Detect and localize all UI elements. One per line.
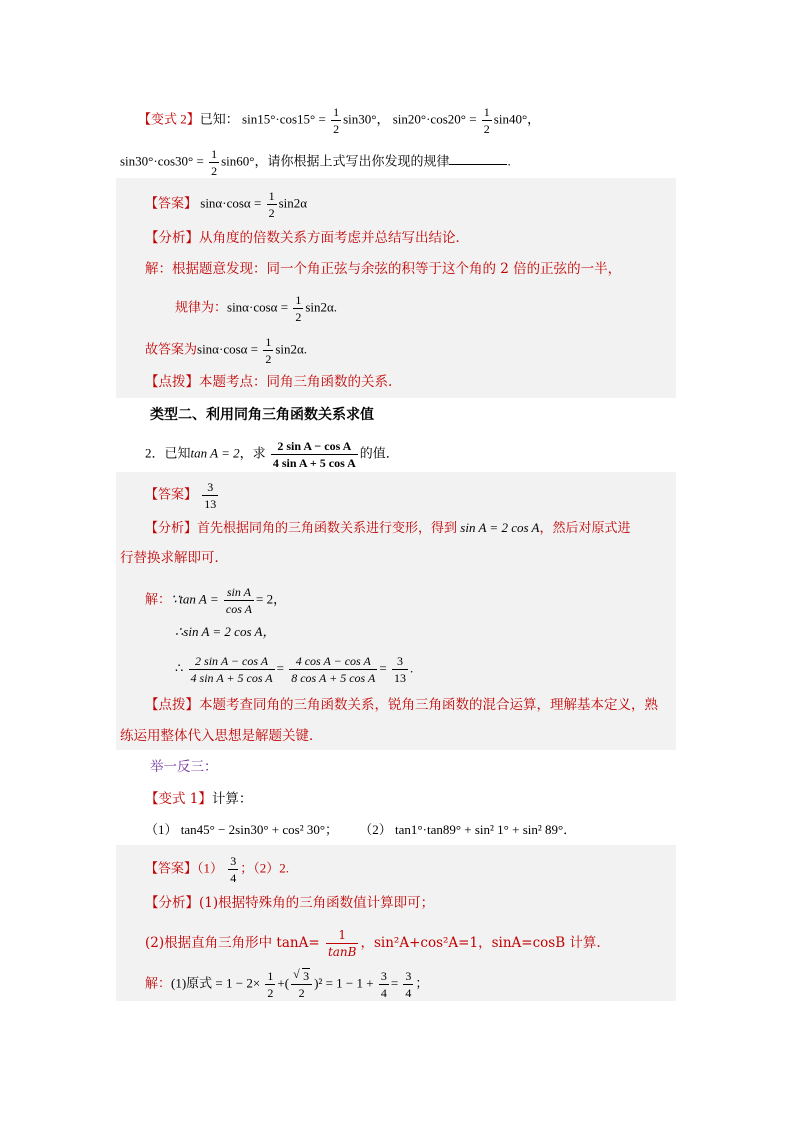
answer-lhs: sinα·cosα = <box>200 195 262 211</box>
q2-tail: 的值． <box>359 445 399 461</box>
answer-part2: ；（2）2. <box>240 860 290 876</box>
solution-end: ； <box>415 975 429 991</box>
analysis-text: (1)根据特殊角的三角函数值计算即可； <box>199 895 435 911</box>
variant2-tag: 【变式 2】 <box>138 111 200 127</box>
step-fraction-1: $\frac{\text{2 sin A − cos A}}{\text{4 sin A + 5 cos A}}$ <box>190 654 273 685</box>
problem-2: （2） tan1°·tan89° + sin² 1° + sin² 89°． <box>359 822 577 837</box>
tip-line-2b: 练运用整体代入思想是解题关键． <box>120 728 323 744</box>
tan-value: = 2， <box>256 591 287 607</box>
three-quarters-fraction: $\frac{3}{4}$ <box>405 969 412 1000</box>
final-label: 故答案为 <box>145 341 198 357</box>
half-fraction: $\frac{1}{2}$ <box>265 335 272 366</box>
analysis-line-3a <box>145 893 434 913</box>
analysis-text-b: ，sin²A+cos²A=1，sinA=cosB 计算. <box>360 935 601 951</box>
answer-line-2 <box>145 481 220 510</box>
variant2-end: . <box>507 153 511 169</box>
variant2-prompt: ，请你根据上式写出你发现的规律 <box>254 153 450 169</box>
q2-fraction: $\frac{\text{2 sin A − cos A}}{\text{4 sin A + 5 cos A}}$ <box>272 439 356 470</box>
section-heading-type2: 类型二、利用同角三角函数关系求值 <box>150 407 374 423</box>
q2-lead: 2．已知 <box>145 445 191 461</box>
tip-line-2a <box>145 695 658 715</box>
eq2-lhs: sin20°·cos20° = <box>392 111 477 127</box>
variant1-problems <box>145 820 576 840</box>
solution-c: )² = 1 − 1 + <box>314 975 374 991</box>
because-tan: ∵tan A = <box>171 591 219 607</box>
solution-tag: 解： <box>145 975 172 991</box>
answer-tag: 【答案】 <box>145 195 198 211</box>
final-lhs: sinα·cosα = <box>197 341 259 357</box>
q2-cond: tan A = 2 <box>190 445 240 461</box>
solution-text: 根据题意发现：同一个角正弦与余弦的积等于这个角的 2 倍的正弦的一半， <box>172 261 622 277</box>
half-fraction: $\frac{1}{2}$ <box>268 189 275 220</box>
step-fraction-2: $\frac{\text{4 cos A − cos A}}{\text{8 cos A + 5 cos A}}$ <box>291 654 376 685</box>
eq2-rhs: sin40°， <box>493 111 541 127</box>
half-fraction: $\frac{1}{2}$ <box>333 105 340 136</box>
analysis-tag: 【分析】 <box>145 895 199 911</box>
half-fraction: $\frac{1}{2}$ <box>483 105 490 136</box>
eq3-lhs: sin30°·cos30° = <box>120 153 204 169</box>
analysis-line-3b <box>145 929 601 958</box>
answer-tag: 【答案】 <box>145 486 198 502</box>
answer-line-3 <box>145 855 289 884</box>
tip-line-1 <box>145 372 392 392</box>
q2-mid: ，求 <box>239 445 266 461</box>
analysis-line-2b: 行替换求解即可． <box>120 550 228 566</box>
equals: = <box>379 660 387 676</box>
step-end: . <box>409 660 414 676</box>
final-rhs: sin2α. <box>275 341 308 357</box>
tanB-fraction: $\frac{1}{\tan B}$ <box>327 928 357 959</box>
analysis-tag: 【分析】 <box>145 520 198 535</box>
sqrt-fraction: √ 3 2 <box>291 970 312 999</box>
solution-line-2a <box>145 586 286 615</box>
variant1-text: 计算： <box>211 791 253 807</box>
variant2-line1 <box>138 106 540 135</box>
solution-tag: 解： <box>145 591 172 607</box>
half-fraction: $\frac{1}{2}$ <box>211 147 218 178</box>
analysis-line-2a <box>145 518 631 538</box>
analysis-text: 从角度的倍数关系方面考虑并总结写出结论． <box>199 230 469 246</box>
analysis-text: 首先根据同角的三角函数关系进行变形，得到 <box>197 520 458 535</box>
half-fraction: $\frac{1}{2}$ <box>267 969 274 1000</box>
solution-line-1 <box>145 259 621 279</box>
three-quarters-fraction: $\frac{3}{4}$ <box>380 969 387 1000</box>
section-practice: 举一反三： <box>150 759 218 775</box>
solution-a: (1)原式 = 1 − 2× <box>171 975 261 991</box>
answer-fraction: $\frac{3}{4}$ <box>230 854 237 885</box>
tip-text: 本题考查同角的三角函数关系，锐角三角函数的混合运算，理解基本定义，熟 <box>199 697 658 713</box>
rule-line <box>175 294 337 323</box>
rule-rhs: sin2α. <box>305 299 338 315</box>
solution-line-2c <box>175 655 413 684</box>
variant1-line <box>145 789 252 809</box>
analysis-text-end: ，然后对原式进 <box>539 520 631 535</box>
variant2-given: 已知： <box>199 111 239 127</box>
solution-line-3 <box>145 967 429 1000</box>
answer-fraction: $\frac{3}{13}$ <box>204 480 217 511</box>
half-fraction: $\frac{1}{2}$ <box>295 293 302 324</box>
eq3-rhs: sin60° <box>221 153 255 169</box>
rule-lhs: sinα·cosα = <box>227 299 289 315</box>
eq1-lhs: sin15°·cos15° = <box>242 111 326 127</box>
analysis-equation: sin A = 2 cos A <box>460 520 540 535</box>
problem-1: （1） tan45° − 2sin30° + cos² 30°； <box>145 822 339 837</box>
answer-tag: 【答案】 <box>145 860 198 876</box>
solution-b: +( <box>277 975 290 991</box>
tip-tag: 【点拨】 <box>145 374 199 390</box>
therefore: ∴ <box>175 660 184 676</box>
solution-e: = <box>390 975 399 991</box>
eq1-rhs: sin30°， <box>343 111 390 127</box>
analysis-tag: 【分析】 <box>145 230 199 246</box>
variant2-line2 <box>120 148 511 177</box>
tip-tag: 【点拨】 <box>145 697 199 713</box>
equals: = <box>276 660 284 676</box>
answer-rhs: sin2α <box>278 195 308 211</box>
solution-tag: 解： <box>145 261 172 277</box>
answer-line-1 <box>145 190 307 219</box>
answer-blank[interactable] <box>449 152 507 165</box>
analysis-text-a: (2)根据直角三角形中 tanA= <box>145 935 320 951</box>
analysis-line-1 <box>145 228 469 248</box>
step-fraction-3: $\frac{3}{13}$ <box>393 654 406 685</box>
tip-text: 本题考点：同角三角函数的关系. <box>199 374 393 390</box>
rule-label: 规律为： <box>175 299 228 315</box>
answer-part1: （1） <box>197 860 224 876</box>
tan-fraction: $\frac{\text{sin A}}{\text{cos A}}$ <box>225 585 253 616</box>
solution-line-2b: ∴sin A = 2 cos A， <box>175 624 276 639</box>
final-answer-line <box>145 336 307 365</box>
question-2 <box>145 440 399 469</box>
variant1-tag: 【变式 1】 <box>145 791 212 807</box>
